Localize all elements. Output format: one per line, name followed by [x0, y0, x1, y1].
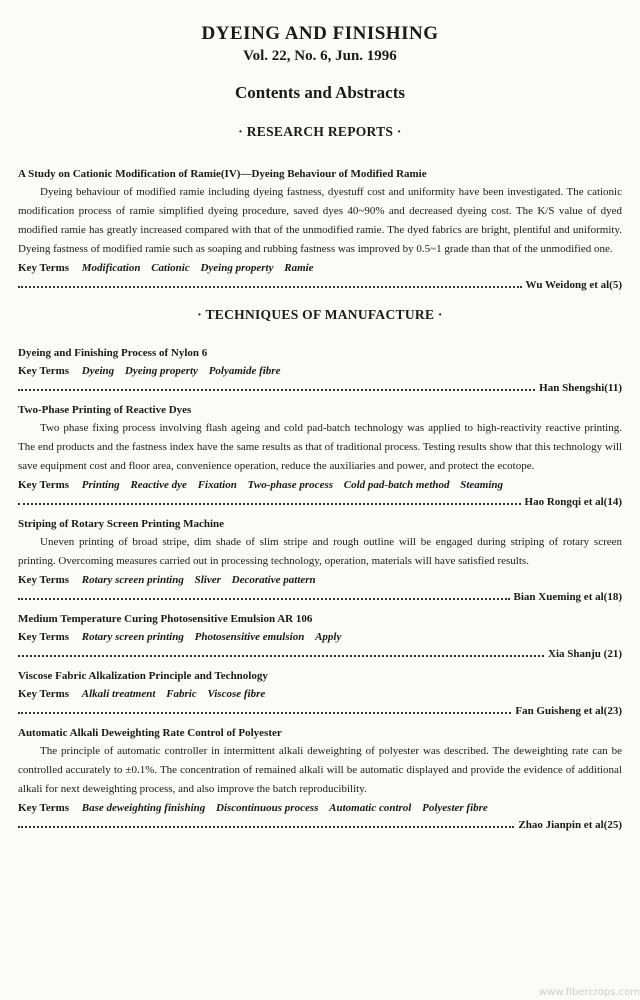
key-terms: [18, 799, 622, 818]
article-title: Automatic Alkali Deweighting Rate Control of Polyester: [18, 727, 282, 739]
key-term: Steaming: [460, 479, 504, 491]
dot-leader: [18, 826, 514, 828]
key-term: Alkali treatment: [81, 688, 156, 700]
section-heading: · RESEARCH REPORTS ·: [238, 124, 402, 139]
key-terms: [18, 476, 622, 495]
key-term: Fixation: [197, 479, 237, 491]
key-terms: [18, 685, 622, 704]
article-abstract: Dyeing behaviour of modified ramie including dyeing fastness, dyestuff cost and uniformity have been investigated. The cationic modification process of ramie simplified dyeing procedure, saved dyes 40~90% and decreased dyeing cost. The K/S value of dyed modified ramie has greatly increased compared with that of the unmodified ramie. The dyed fabrics are bright, plentiful and uniformity. Dyeing fastness of modified ramie such as soaping and rubbing fastness was improved by 0.5~1 grade than that of the unmodified one.: [18, 186, 622, 255]
key-terms-label: Key Terms: [18, 802, 70, 814]
key-term: Viscose fibre: [207, 688, 266, 700]
key-term: Polyester fibre: [422, 802, 488, 814]
author-line: [18, 647, 622, 662]
article: [18, 166, 622, 293]
key-term: Dyeing property: [200, 262, 274, 274]
key-term: Photosensitive emulsion: [194, 631, 305, 643]
key-term: Fabric: [166, 688, 197, 700]
key-term: Rotary screen printing: [81, 574, 184, 586]
key-terms-label: Key Terms: [18, 688, 70, 700]
author-line: [18, 590, 622, 605]
article: [18, 516, 622, 605]
article-author: Wu Weidong et al(5): [525, 279, 622, 291]
key-term: Sliver: [194, 574, 221, 586]
issue-info: Vol. 22, No. 6, Jun. 1996: [243, 48, 397, 64]
article-title: Two-Phase Printing of Reactive Dyes: [18, 404, 192, 416]
article-abstract: The principle of automatic controller in intermittent alkali deweighting of polyester was described. The deweighting rate can be controlled accurately to ±0.1%. The concentration of remained alkali will be automatic displayed and provide the evidence of additional alkali for next deweighting process, and also improve the batch reproducibility.: [18, 745, 622, 795]
key-terms-label: Key Terms: [18, 365, 70, 377]
key-term: Two-phase process: [247, 479, 334, 491]
key-term: Automatic control: [329, 802, 412, 814]
article-title: Striping of Rotary Screen Printing Machine: [18, 518, 225, 530]
dot-leader: [18, 286, 522, 288]
author-line: [18, 278, 622, 293]
dot-leader: [18, 712, 511, 714]
key-term: Ramie: [284, 262, 314, 274]
article: [18, 345, 622, 396]
key-terms: [18, 628, 622, 647]
article: [18, 725, 622, 833]
article-title: Viscose Fabric Alkalization Principle and Technology: [18, 670, 268, 682]
key-terms-label: Key Terms: [18, 262, 70, 274]
article-author: Bian Xueming et al(18): [513, 591, 622, 603]
dot-leader: [18, 598, 510, 600]
article-abstract: Two phase fixing process involving flash ageing and cold pad-batch technology was applied to high-reactivity reactive printing. The end products and the fastness index have the same results as that of traditional process. Testing results show that this technology will save equipment cost and floor area, convenience operation, reduce the auxiliaries and power, and protect the ecotope.: [18, 422, 622, 472]
section-heading: · TECHNIQUES OF MANUFACTURE ·: [197, 307, 443, 322]
article-title: Dyeing and Finishing Process of Nylon 6: [18, 347, 208, 359]
article-author: Xia Shanju (21): [548, 648, 622, 660]
key-terms-label: Key Terms: [18, 574, 70, 586]
key-term: Discontinuous process: [216, 802, 319, 814]
key-term: Rotary screen printing: [81, 631, 184, 643]
article-title: Medium Temperature Curing Photosensitive Emulsion AR 106: [18, 613, 313, 625]
article: [18, 611, 622, 662]
key-terms: [18, 259, 622, 278]
author-line: [18, 704, 622, 719]
key-term: Dyeing property: [124, 365, 198, 377]
key-term: Dyeing: [81, 365, 115, 377]
page-title: Contents and Abstracts: [234, 83, 406, 102]
key-term: Cold pad-batch method: [343, 479, 450, 491]
key-terms: [18, 571, 622, 590]
journal-title: DYEING AND FINISHING: [201, 23, 439, 44]
key-terms-label: Key Terms: [18, 479, 70, 491]
key-term: Polyamide fibre: [208, 365, 281, 377]
key-term: Cationic: [151, 262, 190, 274]
article: [18, 668, 622, 719]
key-term: Modification: [81, 262, 141, 274]
key-terms: [18, 362, 622, 381]
article-author: Han Shengshi(11): [539, 382, 622, 394]
article-author: Zhao Jianpin et al(25): [518, 819, 622, 831]
key-term: Printing: [81, 479, 120, 491]
key-term: Decorative pattern: [231, 574, 316, 586]
site-watermark: www.fibercrops.com: [538, 987, 640, 998]
key-terms-label: Key Terms: [18, 631, 70, 643]
dot-leader: [18, 655, 544, 657]
contents-page: [18, 22, 622, 833]
article-author: Fan Guisheng et al(23): [515, 705, 622, 717]
dot-leader: [18, 389, 535, 391]
article-abstract: Uneven printing of broad stripe, dim shade of slim stripe and rough outline will be engaged during striping of rotary screen printing. Overcoming measures carried out in processing technology, operation, materials will have satisfied results.: [18, 536, 622, 567]
key-term: Base deweighting finishing: [81, 802, 206, 814]
author-line: [18, 818, 622, 833]
article: [18, 402, 622, 510]
key-term: Reactive dye: [130, 479, 187, 491]
dot-leader: [18, 503, 521, 505]
key-term: Apply: [315, 631, 342, 643]
article-author: Hao Rongqi et al(14): [524, 496, 622, 508]
article-title: A Study on Cationic Modification of Ramie(IV)—Dyeing Behaviour of Modified Ramie: [18, 168, 427, 180]
author-line: [18, 495, 622, 510]
author-line: [18, 381, 622, 396]
